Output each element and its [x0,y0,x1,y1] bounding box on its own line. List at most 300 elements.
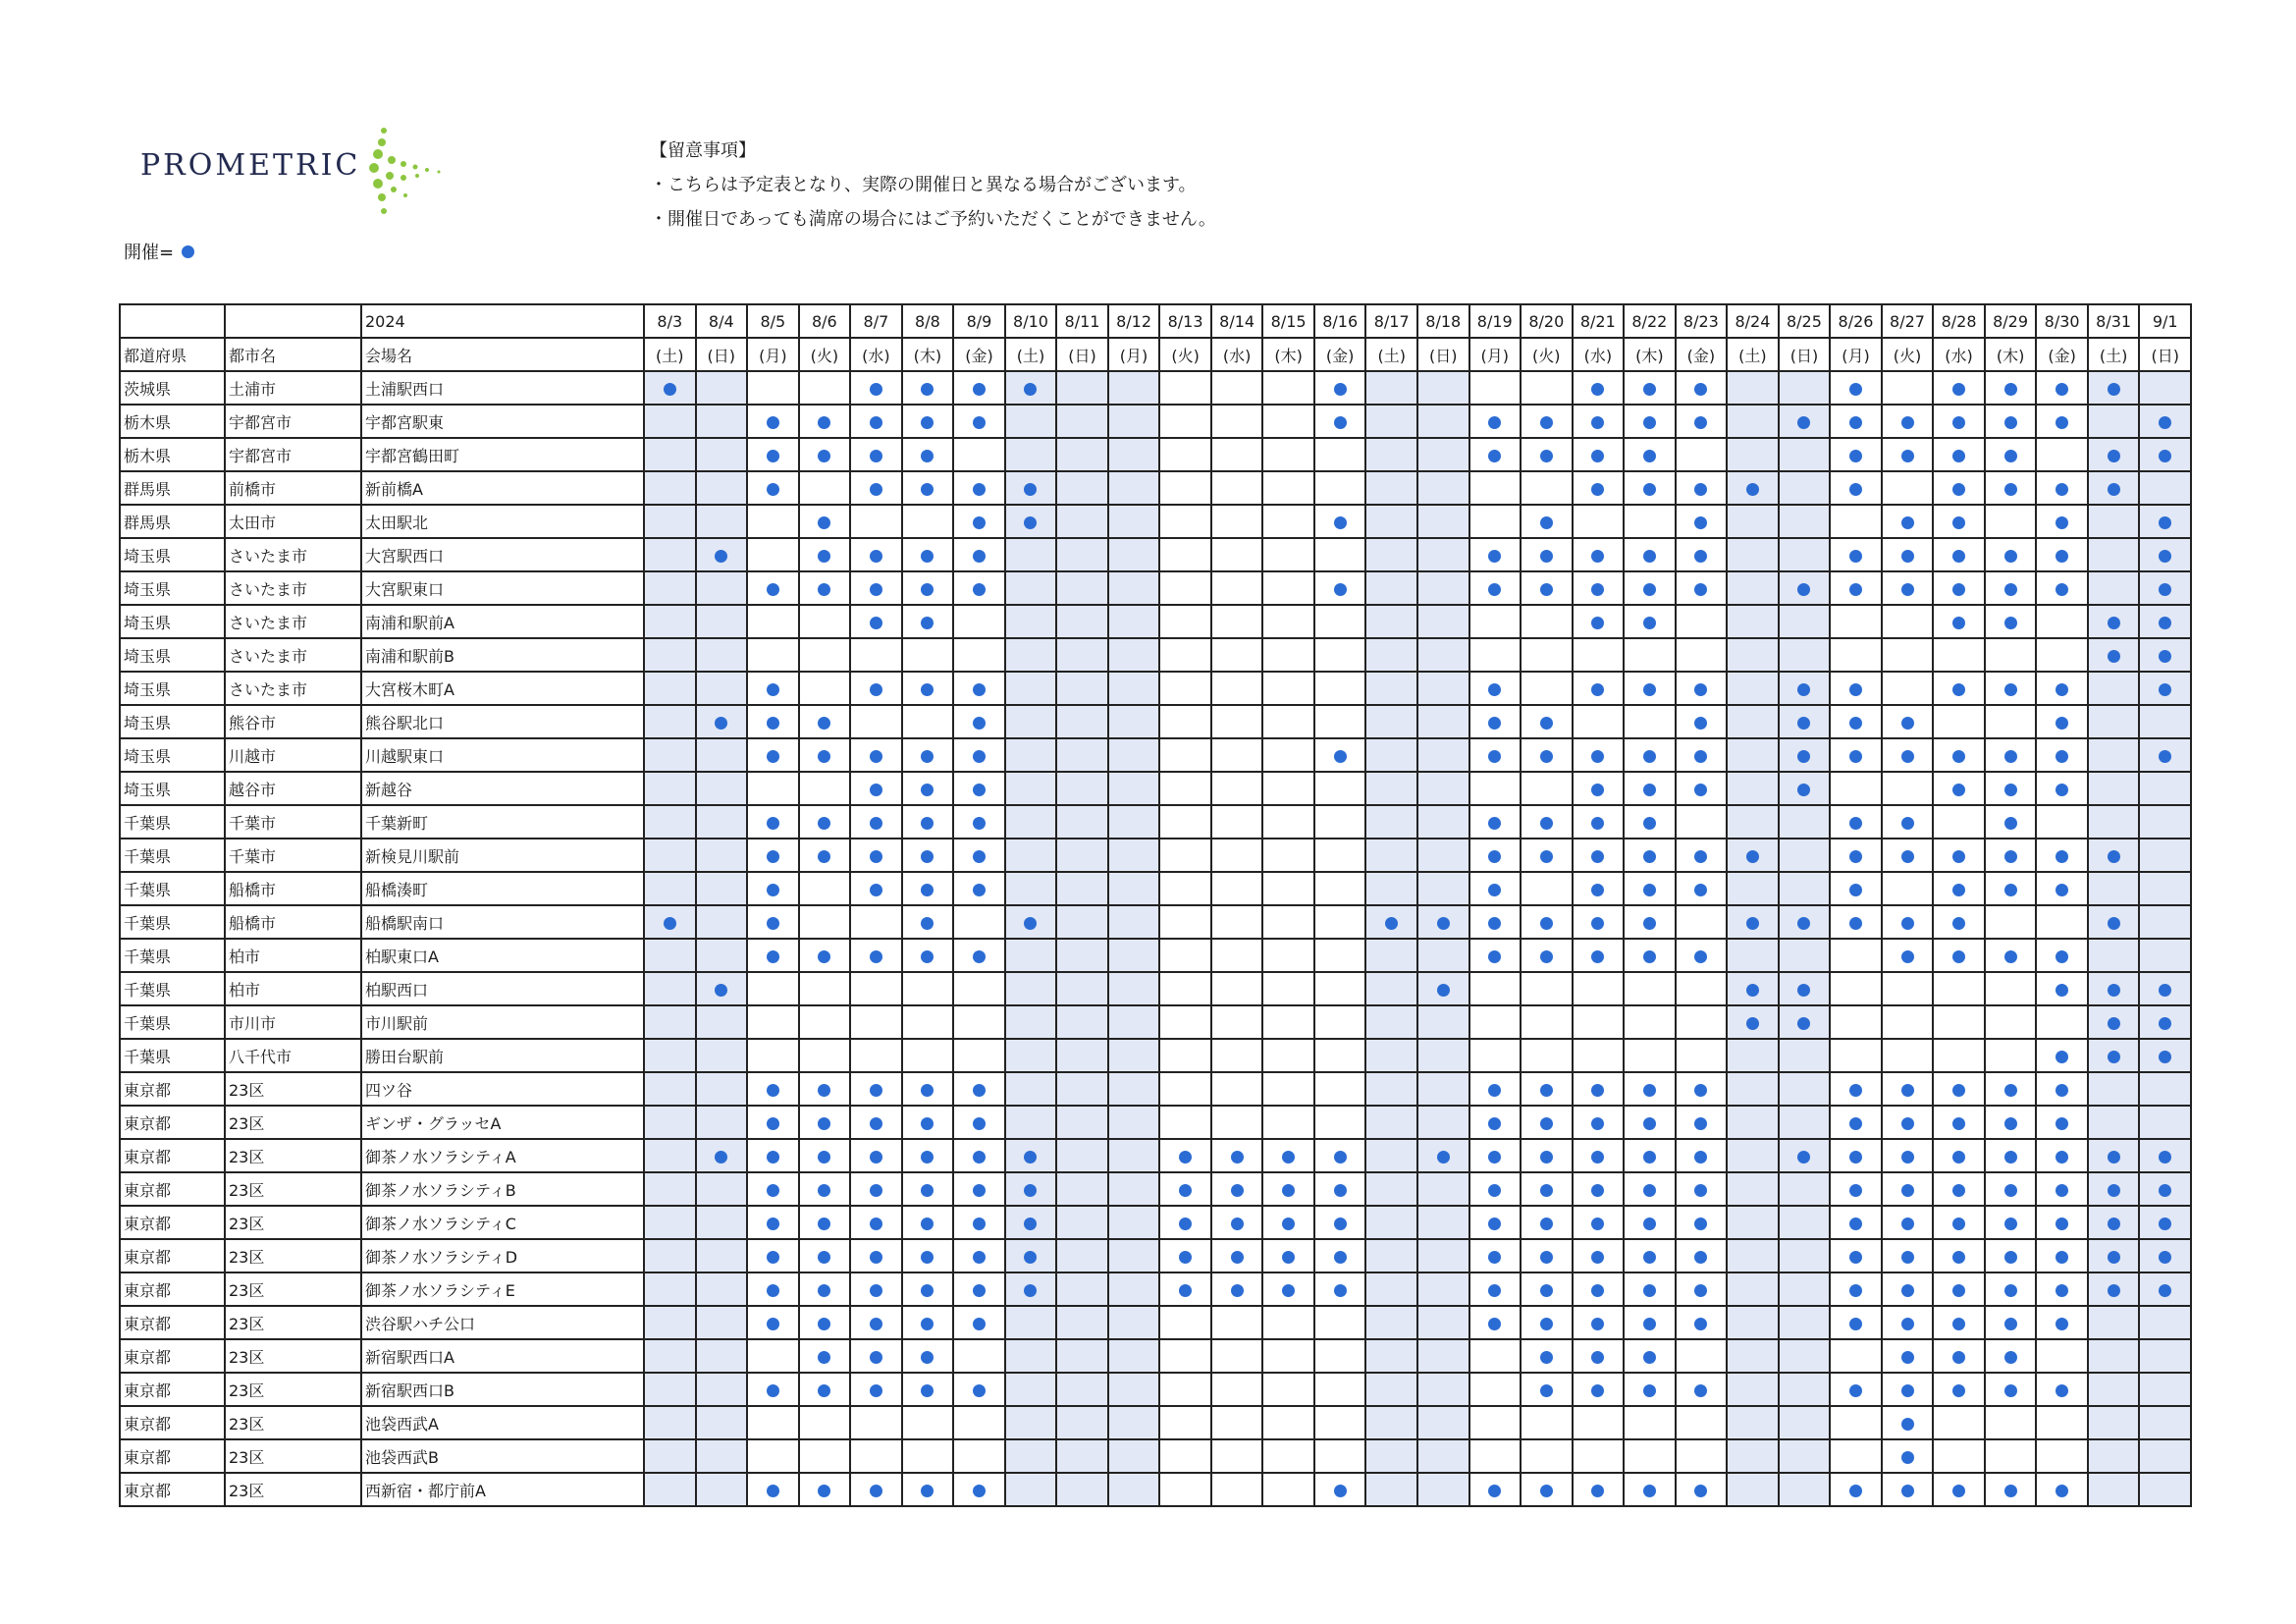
schedule-cell [1933,471,1985,505]
schedule-cell [1985,571,2037,605]
open-dot-icon [1952,1485,1965,1497]
open-dot-icon [1952,1151,1965,1164]
schedule-cell [1211,1373,1263,1406]
open-dot-icon [1591,483,1604,496]
open-dot-icon [818,1151,830,1164]
schedule-cell [1108,1239,1160,1272]
schedule-cell [1159,1139,1211,1172]
schedule-cell [1779,1072,1831,1106]
open-dot-icon [818,1251,830,1264]
schedule-cell [2088,1406,2140,1439]
open-dot-icon [2056,784,2068,796]
schedule-cell [696,839,748,872]
open-dot-icon [2108,917,2120,930]
open-dot-icon [1643,583,1656,596]
schedule-cell [1933,905,1985,939]
schedule-cell [1779,905,1831,939]
table-row [120,772,2191,805]
open-dot-icon [715,984,727,997]
open-dot-icon [973,750,986,763]
schedule-cell [1830,1406,1882,1439]
schedule-cell [902,839,954,872]
city-cell: 23区 [225,1206,361,1239]
schedule-cell [2139,1139,2191,1172]
open-dot-icon [1797,1151,1810,1164]
schedule-cell [1262,705,1314,738]
schedule-cell [799,1339,851,1373]
open-dot-icon [1282,1218,1295,1230]
open-dot-icon [1488,1251,1501,1264]
schedule-cell [1521,1139,1573,1172]
open-dot-icon [1334,1284,1347,1297]
schedule-cell [1985,1206,2037,1239]
open-dot-icon [1179,1218,1192,1230]
open-dot-icon [1231,1251,1244,1264]
schedule-cell [1779,505,1831,538]
schedule-cell [799,772,851,805]
schedule-cell [1211,1272,1263,1306]
open-dot-icon [1540,516,1553,529]
open-dot-icon [870,884,882,896]
schedule-cell [1573,1172,1625,1206]
open-dot-icon [1282,1251,1295,1264]
schedule-cell [902,1373,954,1406]
schedule-cell [1211,905,1263,939]
schedule-cell [850,705,902,738]
table-row [120,738,2191,772]
open-dot-icon [1901,1284,1914,1297]
table-row [120,705,2191,738]
open-dot-icon [1952,1318,1965,1330]
schedule-cell [1779,672,1831,705]
date-header: 8/28 [1933,304,1985,338]
open-dot-icon [870,383,882,396]
schedule-cell [1005,1039,1057,1072]
schedule-cell [2036,638,2088,672]
schedule-cell [902,972,954,1005]
schedule-cell [1469,1473,1522,1506]
schedule-cell [1262,571,1314,605]
open-dot-icon [1797,784,1810,796]
schedule-cell [1779,872,1831,905]
schedule-cell [1056,471,1108,505]
schedule-cell [2139,1339,2191,1373]
open-dot-icon [2159,583,2171,596]
open-dot-icon [1952,683,1965,696]
venue-cell: 太田駅北 [361,505,644,538]
schedule-cell [1469,405,1522,438]
open-dot-icon [921,1284,934,1297]
open-dot-icon [2056,1485,2068,1497]
schedule-cell [1417,538,1469,571]
schedule-cell [2088,405,2140,438]
open-dot-icon [2004,683,2017,696]
schedule-cell [747,939,799,972]
schedule-cell [1727,1272,1779,1306]
open-dot-icon [1591,817,1604,830]
open-dot-icon [767,850,779,863]
schedule-cell [1365,1339,1417,1373]
schedule-cell [1365,1039,1417,1072]
open-dot-icon [1694,516,1707,529]
schedule-cell [1211,371,1263,405]
schedule-cell [1779,438,1831,471]
schedule-cell [1005,1072,1057,1106]
schedule-cell [1573,872,1625,905]
schedule-cell [644,1306,696,1339]
schedule-cell [850,505,902,538]
schedule-cell [953,1406,1005,1439]
schedule-cell [799,638,851,672]
schedule-cell [799,405,851,438]
open-dot-icon [1643,1351,1656,1364]
schedule-cell [953,939,1005,972]
city-cell: 23区 [225,1106,361,1139]
schedule-cell [1314,905,1366,939]
schedule-cell [1573,471,1625,505]
schedule-cell [1830,1473,1882,1506]
venue-cell: 船橋駅南口 [361,905,644,939]
schedule-cell [1108,1473,1160,1506]
open-dot-icon [2159,617,2171,629]
schedule-cell [1056,1373,1108,1406]
schedule-cell [1159,972,1211,1005]
schedule-cell [799,1272,851,1306]
schedule-cell [1262,939,1314,972]
date-header: 8/17 [1365,304,1417,338]
schedule-cell [1314,1473,1366,1506]
schedule-cell [953,1473,1005,1506]
schedule-cell [1314,939,1366,972]
schedule-cell [2036,839,2088,872]
table-row [120,605,2191,638]
schedule-cell [1056,1272,1108,1306]
open-dot-icon [1591,1151,1604,1164]
open-dot-icon [1488,1218,1501,1230]
schedule-cell [2139,1206,2191,1239]
schedule-cell [2088,1339,2140,1373]
open-dot-icon [1952,917,1965,930]
open-dot-icon [1901,750,1914,763]
logo-burst-icon [354,121,462,229]
schedule-cell [2036,605,2088,638]
open-dot-icon [1488,1318,1501,1330]
date-header: 8/16 [1314,304,1366,338]
schedule-cell [1830,972,1882,1005]
open-dot-icon [1849,1485,1862,1497]
schedule-cell [1727,1005,1779,1039]
open-dot-icon [1024,1284,1037,1297]
date-header: 8/24 [1727,304,1779,338]
open-dot-icon [1591,1384,1604,1397]
schedule-cell [1262,1339,1314,1373]
open-dot-icon [1952,1284,1965,1297]
schedule-cell [1056,705,1108,738]
schedule-cell [850,438,902,471]
schedule-cell [1159,1272,1211,1306]
schedule-cell [1365,872,1417,905]
open-dot-icon [1231,1218,1244,1230]
schedule-cell [1262,371,1314,405]
schedule-cell [850,805,902,839]
schedule-cell [799,1306,851,1339]
prefecture-cell: 千葉県 [120,1039,225,1072]
schedule-cell [1727,839,1779,872]
open-dot-icon [2159,750,2171,763]
schedule-cell [953,805,1005,839]
schedule-cell [1779,1373,1831,1406]
open-dot-icon [818,516,830,529]
schedule-cell [1262,1072,1314,1106]
open-dot-icon [1540,1151,1553,1164]
open-dot-icon [1643,917,1656,930]
schedule-cell [1985,1139,2037,1172]
open-dot-icon [921,1251,934,1264]
open-dot-icon [1540,1485,1553,1497]
schedule-cell [799,738,851,772]
schedule-cell [644,638,696,672]
open-dot-icon [1591,917,1604,930]
open-dot-icon [818,1117,830,1130]
schedule-cell [902,1206,954,1239]
schedule-cell [1830,1272,1882,1306]
schedule-cell [696,1306,748,1339]
open-dot-icon [1282,1284,1295,1297]
schedule-cell [1521,672,1573,705]
schedule-cell [1727,772,1779,805]
open-dot-icon [1694,1318,1707,1330]
open-dot-icon [1334,383,1347,396]
schedule-cell [1417,371,1469,405]
schedule-cell [644,405,696,438]
schedule-cell [1365,939,1417,972]
schedule-cell [1005,672,1057,705]
open-dot-icon [715,1151,727,1164]
schedule-cell [1417,705,1469,738]
open-dot-icon [921,1117,934,1130]
open-dot-icon [1849,550,1862,563]
schedule-cell [1108,939,1160,972]
open-dot-icon [2056,550,2068,563]
open-dot-icon [921,884,934,896]
date-header: 8/20 [1521,304,1573,338]
schedule-cell [1779,1439,1831,1473]
venue-cell: 西新宿・都庁前A [361,1473,644,1506]
prefecture-cell: 東京都 [120,1072,225,1106]
table-row [120,872,2191,905]
schedule-cell [1624,1473,1676,1506]
schedule-cell [1830,471,1882,505]
open-dot-icon [973,483,986,496]
schedule-cell [644,805,696,839]
schedule-cell [696,939,748,972]
open-dot-icon [818,817,830,830]
schedule-cell [1933,1005,1985,1039]
open-dot-icon [1488,884,1501,896]
schedule-cell [1005,738,1057,772]
schedule-cell [696,405,748,438]
schedule-cell [1933,1206,1985,1239]
schedule-cell [1779,1272,1831,1306]
schedule-cell [953,1072,1005,1106]
open-dot-icon [1024,917,1037,930]
schedule-cell [1108,672,1160,705]
schedule-cell [1417,1072,1469,1106]
weekday-header: (金) [1314,338,1366,371]
schedule-cell [1830,1306,1882,1339]
schedule-cell [799,1072,851,1106]
open-dot-icon [1488,550,1501,563]
schedule-cell [902,672,954,705]
open-dot-icon [870,1485,882,1497]
schedule-cell [1056,1039,1108,1072]
schedule-cell [1262,1439,1314,1473]
open-dot-icon [921,1485,934,1497]
schedule-cell [747,1473,799,1506]
schedule-cell [1985,839,2037,872]
schedule-cell [1108,738,1160,772]
schedule-cell [1521,1172,1573,1206]
schedule-cell [1521,805,1573,839]
venue-cell: 四ツ谷 [361,1072,644,1106]
schedule-cell [953,839,1005,872]
schedule-cell [747,571,799,605]
open-dot-icon [1643,1117,1656,1130]
schedule-cell [1159,505,1211,538]
schedule-cell [1779,1206,1831,1239]
schedule-cell [1005,1106,1057,1139]
schedule-cell [1417,1039,1469,1072]
schedule-cell [1108,1005,1160,1039]
open-dot-icon [1901,717,1914,730]
schedule-cell [1417,1106,1469,1139]
schedule-cell [1676,1239,1728,1272]
schedule-cell [1417,1439,1469,1473]
open-dot-icon [1797,750,1810,763]
schedule-cell [1211,705,1263,738]
city-cell: 23区 [225,1406,361,1439]
schedule-cell [1417,805,1469,839]
schedule-cell [2036,1106,2088,1139]
schedule-cell [1727,872,1779,905]
open-dot-icon [1901,917,1914,930]
open-dot-icon [1952,784,1965,796]
schedule-cell [1262,872,1314,905]
schedule-cell [1676,972,1728,1005]
schedule-cell [2088,638,2140,672]
schedule-cell [1676,1039,1728,1072]
city-cell: さいたま市 [225,571,361,605]
schedule-cell [1365,705,1417,738]
schedule-cell [799,705,851,738]
schedule-cell [902,1106,954,1139]
schedule-cell [1417,1406,1469,1439]
schedule-cell [1573,839,1625,872]
open-dot-icon [1334,750,1347,763]
schedule-cell [902,1339,954,1373]
schedule-cell [1469,371,1522,405]
weekday-header: (土) [1005,338,1057,371]
open-dot-icon [767,1251,779,1264]
city-cell: 23区 [225,1339,361,1373]
schedule-cell [1469,1272,1522,1306]
weekday-header: (土) [1365,338,1417,371]
schedule-cell [1521,471,1573,505]
schedule-cell [953,371,1005,405]
schedule-cell [1211,805,1263,839]
open-dot-icon [818,950,830,963]
open-dot-icon [1591,383,1604,396]
schedule-cell [1676,1406,1728,1439]
open-dot-icon [767,717,779,730]
table-row [120,1406,2191,1439]
legend-label: 開催= [124,243,175,263]
date-header: 8/18 [1417,304,1469,338]
schedule-cell [1882,1473,1934,1506]
schedule-cell [1779,1239,1831,1272]
schedule-cell [1108,805,1160,839]
schedule-cell [1933,538,1985,571]
open-dot-icon [2056,1184,2068,1197]
open-dot-icon [1901,950,1914,963]
city-cell: 23区 [225,1473,361,1506]
schedule-cell [1573,605,1625,638]
open-dot-icon [1024,383,1037,396]
schedule-cell [1676,405,1728,438]
venue-cell: 柏駅西口 [361,972,644,1005]
schedule-cell [1573,972,1625,1005]
date-header: 8/12 [1108,304,1160,338]
schedule-cell [1727,571,1779,605]
schedule-cell [1314,772,1366,805]
open-dot-icon [2004,1084,2017,1097]
schedule-cell [2036,939,2088,972]
venue-cell: 千葉新町 [361,805,644,839]
schedule-cell [1417,839,1469,872]
schedule-cell [799,1005,851,1039]
schedule-cell [953,571,1005,605]
schedule-cell [2139,405,2191,438]
schedule-cell [1830,905,1882,939]
schedule-cell [799,1206,851,1239]
open-dot-icon [767,1151,779,1164]
open-dot-icon [2056,1151,2068,1164]
schedule-cell [1262,1106,1314,1139]
city-cell: 熊谷市 [225,705,361,738]
schedule-cell [1985,705,2037,738]
schedule-cell [1676,1306,1728,1339]
schedule-cell [1005,505,1057,538]
prefecture-cell: 埼玉県 [120,672,225,705]
schedule-cell [1056,1473,1108,1506]
open-dot-icon [1849,416,1862,429]
schedule-cell [1985,405,2037,438]
schedule-cell [1830,1339,1882,1373]
city-cell: 柏市 [225,972,361,1005]
schedule-cell [1159,1339,1211,1373]
schedule-cell [1314,1039,1366,1072]
schedule-cell [2139,972,2191,1005]
schedule-cell [1056,672,1108,705]
schedule-cell [747,1172,799,1206]
schedule-cell [1262,405,1314,438]
schedule-cell [1933,1406,1985,1439]
schedule-cell [1727,1206,1779,1239]
schedule-cell [2036,1172,2088,1206]
schedule-cell [1262,1406,1314,1439]
prefecture-cell: 千葉県 [120,805,225,839]
date-header-row [120,304,2191,338]
